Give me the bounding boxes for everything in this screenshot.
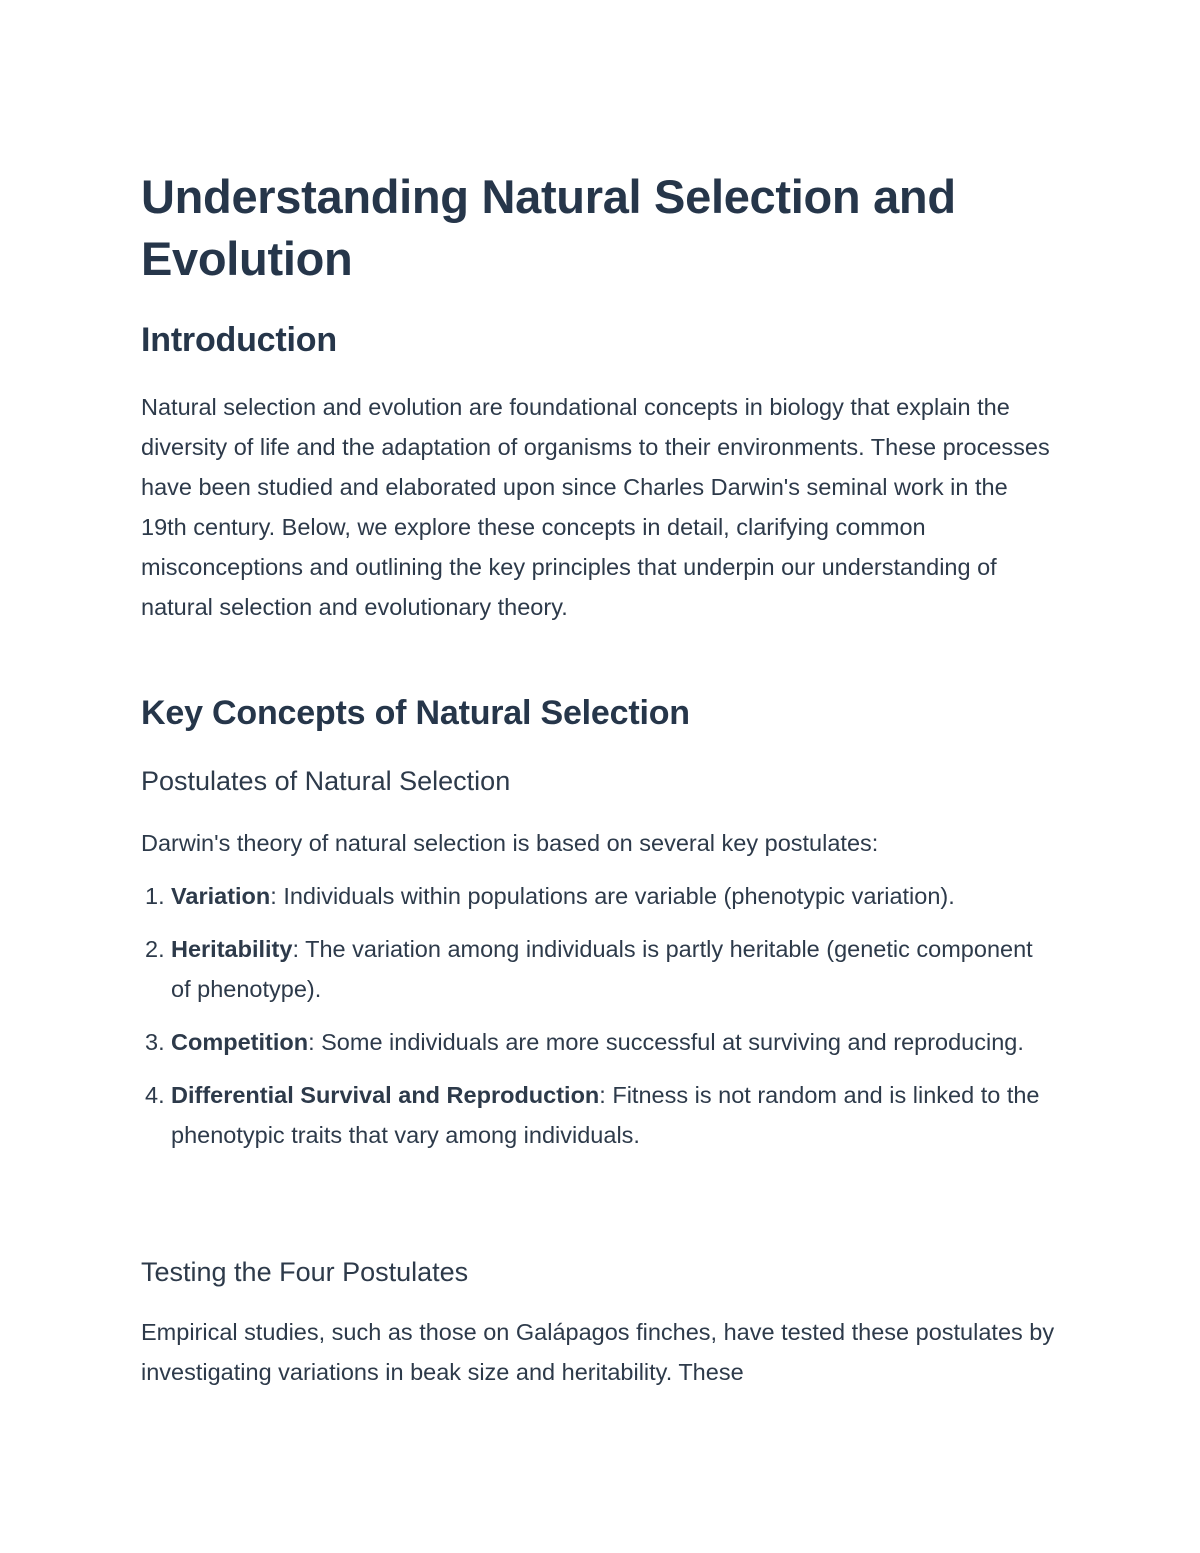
document-title: Understanding Natural Selection and Evolution: [141, 170, 956, 285]
list-item: [141, 1022, 1056, 1062]
postulates-heading: Postulates of Natural Selection: [141, 766, 511, 796]
introduction-paragraph: Natural selection and evolution are foundational concepts in biology that explain the diversity of life and the adaptation of organisms to their environments. These processes have been studied and elaborated upon since Charles Darwin's seminal work in the 19th century. Below, we explore these concepts in detail, clarifying common misconceptions and outlining the key principles that underpin our understanding of natural selection and evolutionary theory.: [141, 394, 1050, 620]
list-item-term: Competition: [171, 1029, 309, 1055]
list-item-term: Variation: [171, 883, 271, 909]
list-item: [141, 876, 1056, 916]
list-item: [141, 929, 1056, 1009]
list-item-text: : Individuals within populations are variable (phenotypic variation).: [270, 883, 955, 909]
list-item-number: 2.: [145, 936, 165, 962]
list-item-term: Heritability: [171, 936, 293, 962]
list-item-number: 4.: [145, 1082, 165, 1108]
list-item: [141, 1075, 1056, 1155]
list-item-number: 3.: [145, 1029, 165, 1055]
list-item-text: : Some individuals are more successful at surviving and reproducing.: [308, 1029, 1024, 1055]
list-item-text: : Fitness is not random and is linked to the phenotypic traits that vary among individuals.: [171, 1082, 1040, 1148]
introduction-heading: Introduction: [141, 321, 337, 359]
testing-heading: Testing the Four Postulates: [141, 1257, 469, 1287]
list-item-text: : The variation among individuals is partly heritable (genetic component of phenotype).: [171, 936, 1033, 1002]
key-concepts-heading: Key Concepts of Natural Selection: [141, 694, 690, 732]
list-item-number: 1.: [145, 883, 165, 909]
postulates-intro: Darwin's theory of natural selection is based on several key postulates:: [141, 830, 879, 856]
testing-paragraph: Empirical studies, such as those on Galápagos finches, have tested these postulates by investigating variations in beak size and heritability. These: [141, 1319, 1055, 1385]
postulates-list: [141, 876, 1056, 1168]
list-item-term: Differential Survival and Reproduction: [171, 1082, 600, 1108]
